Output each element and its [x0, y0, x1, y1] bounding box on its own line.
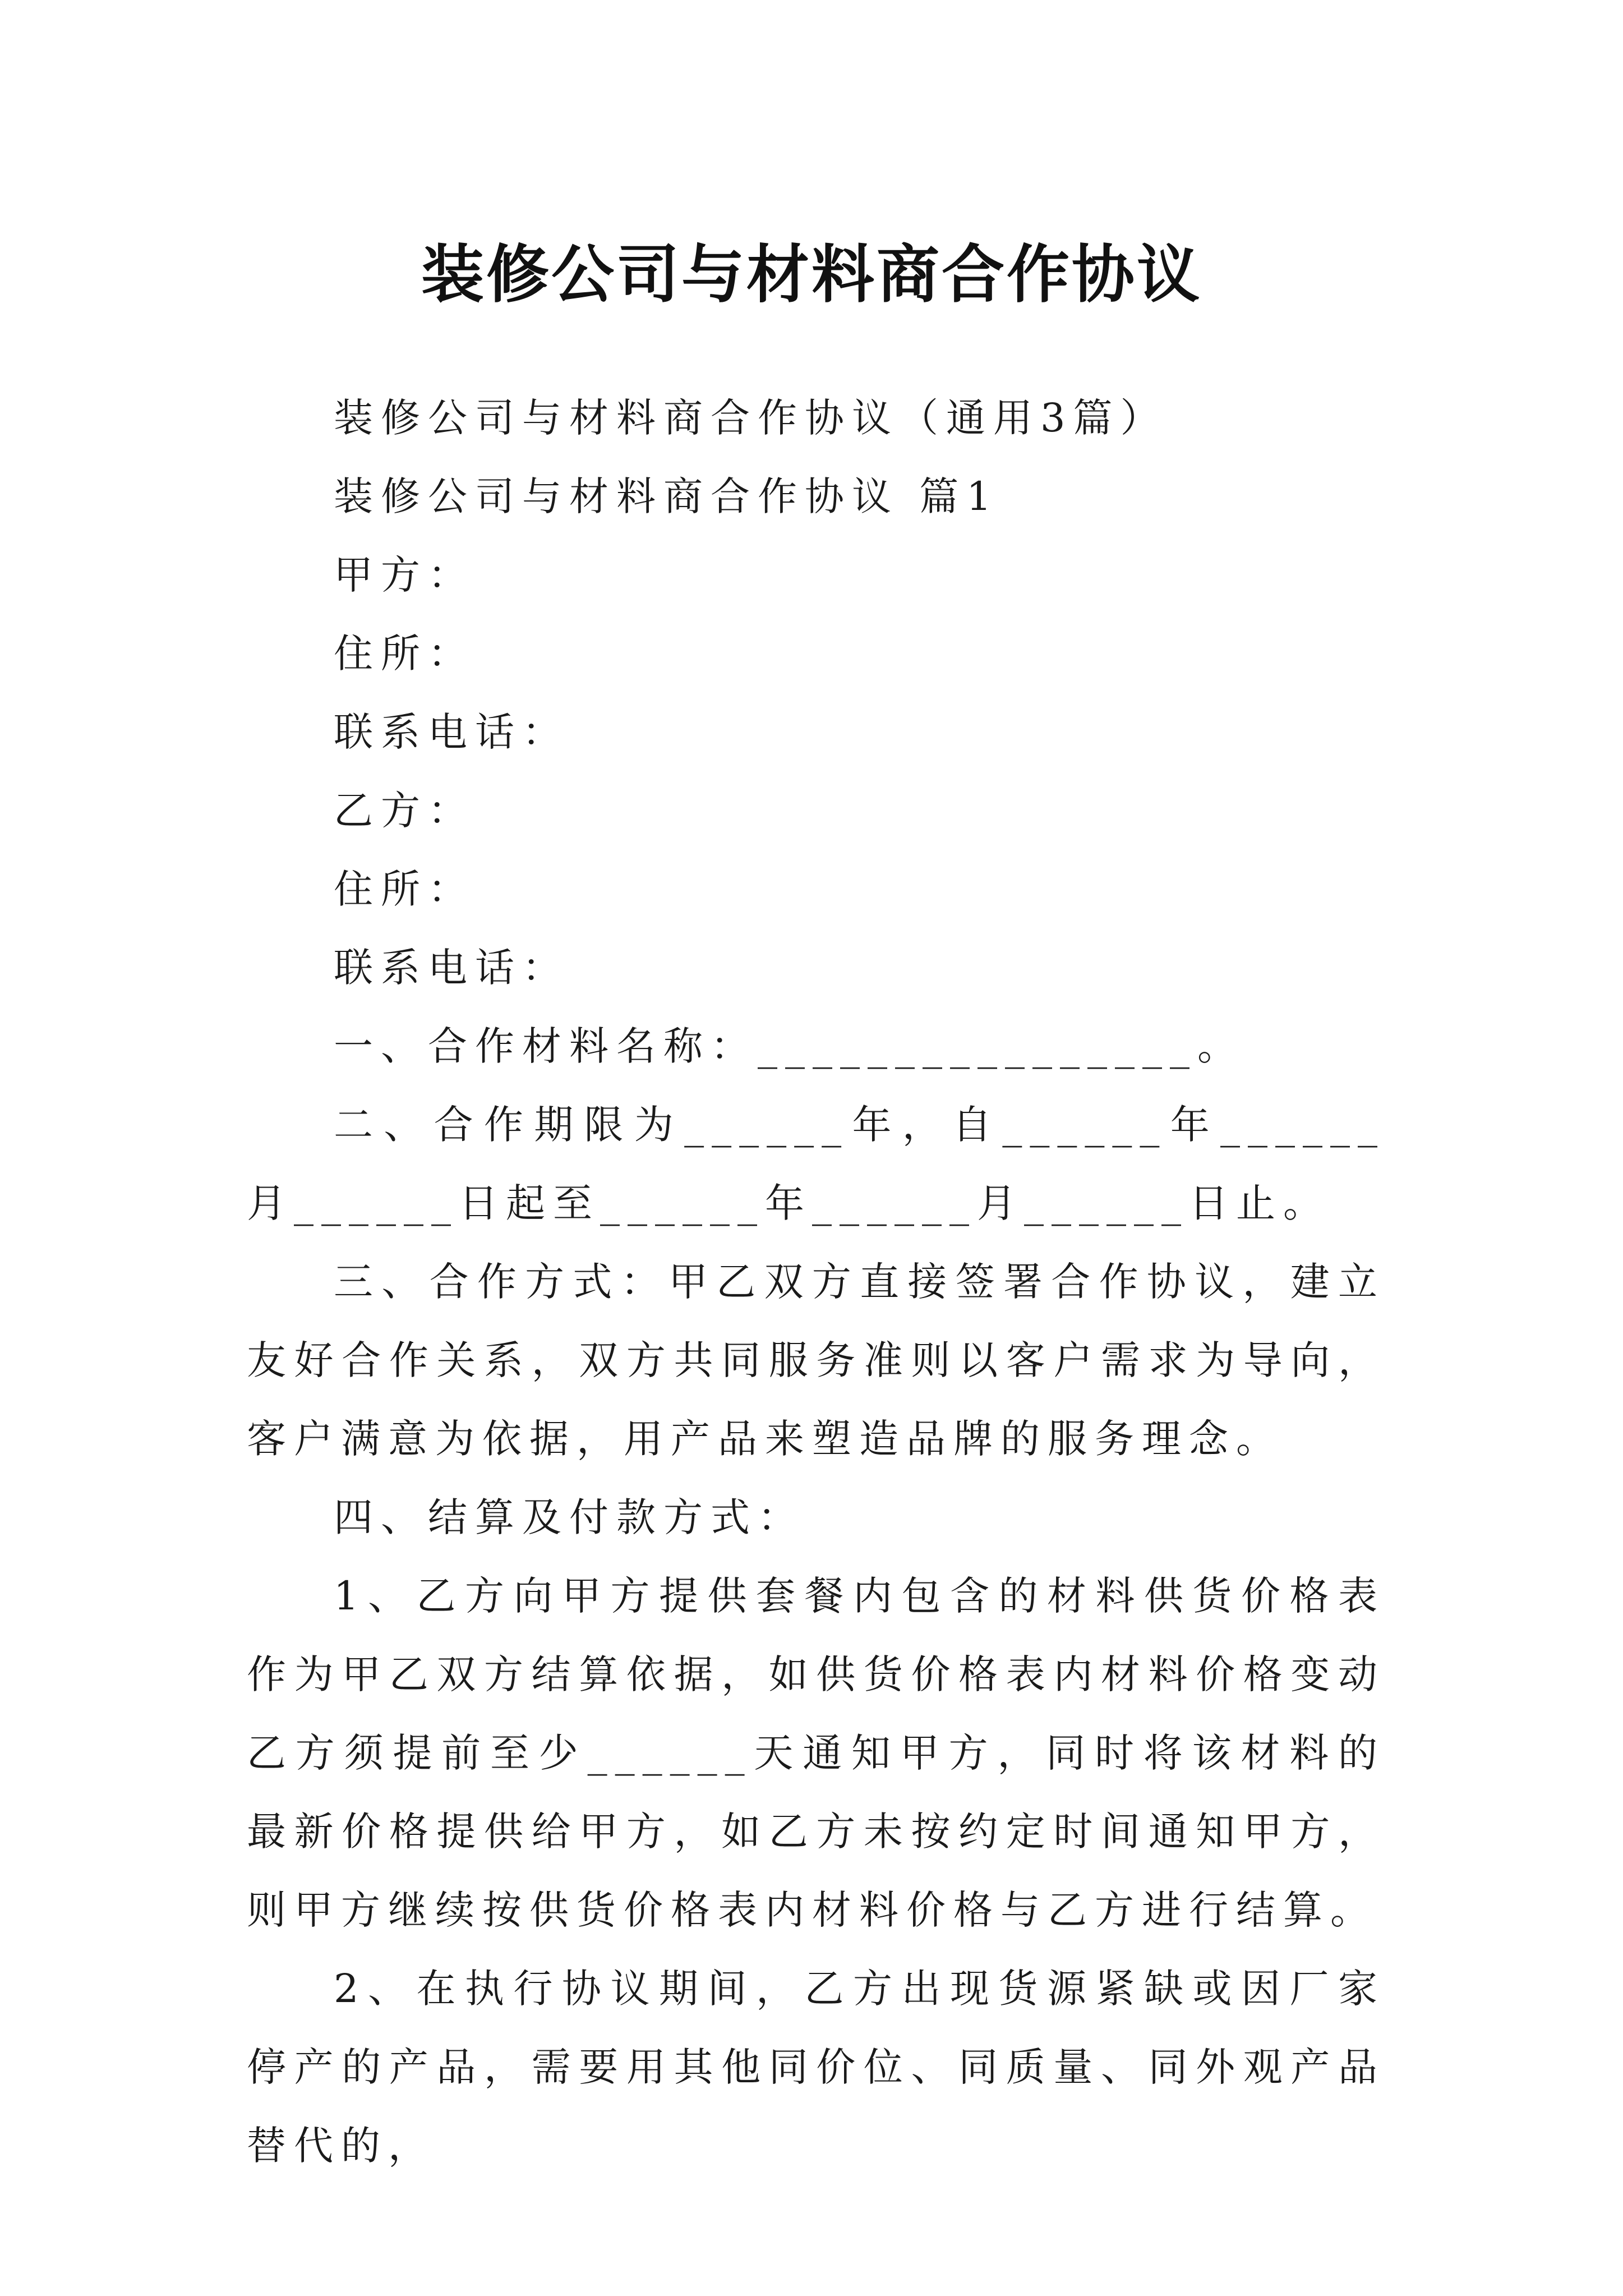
subtitle-line: 装修公司与材料商合作协议（通用3篇）: [334, 395, 1168, 441]
party-b-label: 乙方：: [334, 788, 475, 834]
document-title: 装修公司与材料商合作协议: [421, 238, 1202, 312]
clause-term: 二、合作期限为______年，自______年______月______日起至______年______月______日止。: [247, 1102, 1385, 1226]
clause-material-name: 一、合作材料名称：________________。: [334, 1023, 1244, 1069]
party-b-address-label: 住所：: [334, 866, 475, 912]
section-heading: 装修公司与材料商合作协议 篇1: [334, 473, 999, 519]
clause-settlement-heading: 四、结算及付款方式：: [334, 1494, 805, 1540]
party-a-address-label: 住所：: [334, 631, 475, 677]
party-a-phone-label: 联系电话：: [334, 709, 569, 755]
clause-cooperation-method: 三、合作方式：甲乙双方直接签署合作协议，建立友好合作关系，双方共同服务准则以客户需求为导向，客户满意为依据，用产品来塑造品牌的服务理念。: [247, 1259, 1385, 1462]
party-a-label: 甲方：: [334, 552, 475, 598]
party-b-phone-label: 联系电话：: [334, 945, 569, 991]
clause-settlement-item-2: 2、在执行协议期间，乙方出现货源紧缺或因厂家停产的产品，需要用其他同价位、同质量、同外观产品替代的，: [247, 1966, 1385, 2169]
clause-settlement-item-1: 1、乙方向甲方提供套餐内包含的材料供货价格表作为甲乙双方结算依据，如供货价格表内材料价格变动乙方须提前至少______天通知甲方，同时将该材料的最新价格提供给甲方，如乙方未按约定时间通知甲方，则甲方继续按供货价格表内材料价格与乙方进行结算。: [247, 1573, 1385, 1933]
document-body: [247, 379, 1385, 2185]
